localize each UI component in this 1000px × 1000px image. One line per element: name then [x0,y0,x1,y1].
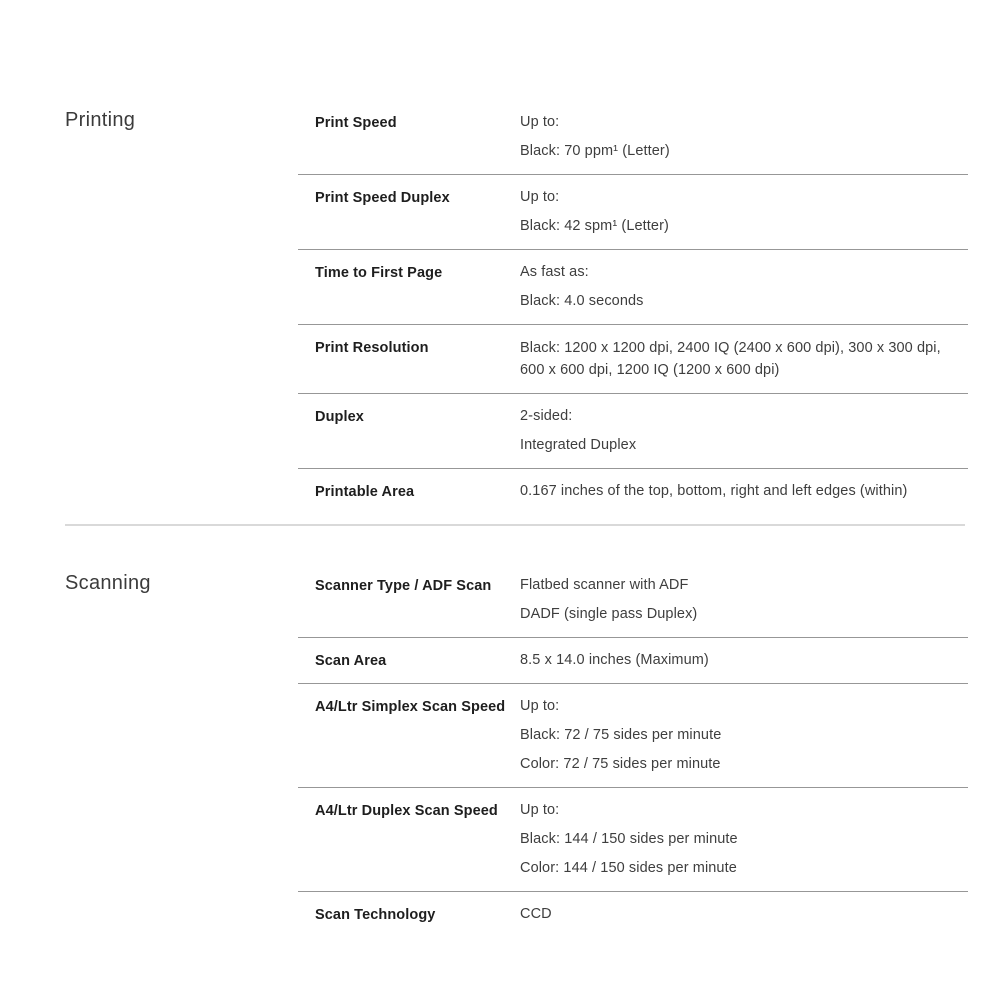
spec-value-line: Black: 144 / 150 sides per minute [520,831,738,847]
spec-value [520,183,968,241]
spec-row-duplex [298,393,968,468]
spec-label: Scanner Type / ADF Scan [315,578,492,594]
spec-label: Scan Area [315,653,387,669]
section-title-printing: Printing [65,109,136,131]
spec-value-line: Integrated Duplex [520,437,637,453]
spec-value-line: Up to: [520,114,560,130]
spec-value [520,402,968,460]
spec-row-time-to-first-page [298,249,968,324]
spec-value-line: Black: 1200 x 1200 dpi, 2400 IQ (2400 x 600 dpi), 300 x 300 dpi, 600 x 600 dpi, 1200 IQ (1200 x 600 dpi) [520,340,941,378]
spec-value-line: Black: 70 ppm¹ (Letter) [520,143,670,159]
spec-value [520,108,968,166]
spec-value [520,646,968,675]
spec-row-scan-technology [298,891,968,937]
spec-label: Time to First Page [315,265,443,281]
spec-label: A4/Ltr Duplex Scan Speed [315,803,498,819]
spec-value-line: DADF (single pass Duplex) [520,606,698,622]
section-printing [65,100,968,514]
spec-row-duplex-scan-speed [298,787,968,891]
spec-value-line: As fast as: [520,264,589,280]
spec-value-line: Up to: [520,802,560,818]
spec-value-line: Black: 4.0 seconds [520,293,644,309]
spec-label: Print Resolution [315,340,429,356]
spec-row-printable-area [298,468,968,514]
spec-label: A4/Ltr Simplex Scan Speed [315,699,506,715]
printing-spec-table [298,100,968,514]
spec-value-line: Up to: [520,698,560,714]
spec-value-line: Flatbed scanner with ADF [520,577,689,593]
spec-row-print-resolution [298,324,968,393]
spec-row-scanner-type [298,563,968,637]
spec-row-scan-area [298,637,968,683]
spec-value-line: Color: 144 / 150 sides per minute [520,860,737,876]
spec-label: Duplex [315,409,364,425]
spec-label: Printable Area [315,484,415,500]
spec-value-line: 8.5 x 14.0 inches (Maximum) [520,652,709,668]
spec-label: Scan Technology [315,907,436,923]
spec-row-simplex-scan-speed [298,683,968,787]
spec-value [520,900,968,929]
spec-value [520,571,968,629]
spec-value-line: Color: 72 / 75 sides per minute [520,756,721,772]
spec-value [520,258,968,316]
section-divider [65,524,965,526]
spec-label: Print Speed Duplex [315,190,450,206]
spec-row-print-speed-duplex [298,174,968,249]
spec-value-line: Black: 42 spm¹ (Letter) [520,218,669,234]
spec-value-line: 2-sided: [520,408,573,424]
spec-value-line: 0.167 inches of the top, bottom, right and left edges (within) [520,483,908,499]
spec-value [520,692,968,779]
spec-value [520,796,968,883]
section-scanning [65,563,968,937]
spec-value-line: Black: 72 / 75 sides per minute [520,727,722,743]
spec-value-line: CCD [520,906,552,922]
spec-value [520,333,968,385]
scanning-spec-table [298,563,968,937]
spec-value [520,477,968,506]
spec-label: Print Speed [315,115,397,131]
spec-row-print-speed [298,100,968,174]
spec-value-line: Up to: [520,189,560,205]
section-title-scanning: Scanning [65,572,151,594]
